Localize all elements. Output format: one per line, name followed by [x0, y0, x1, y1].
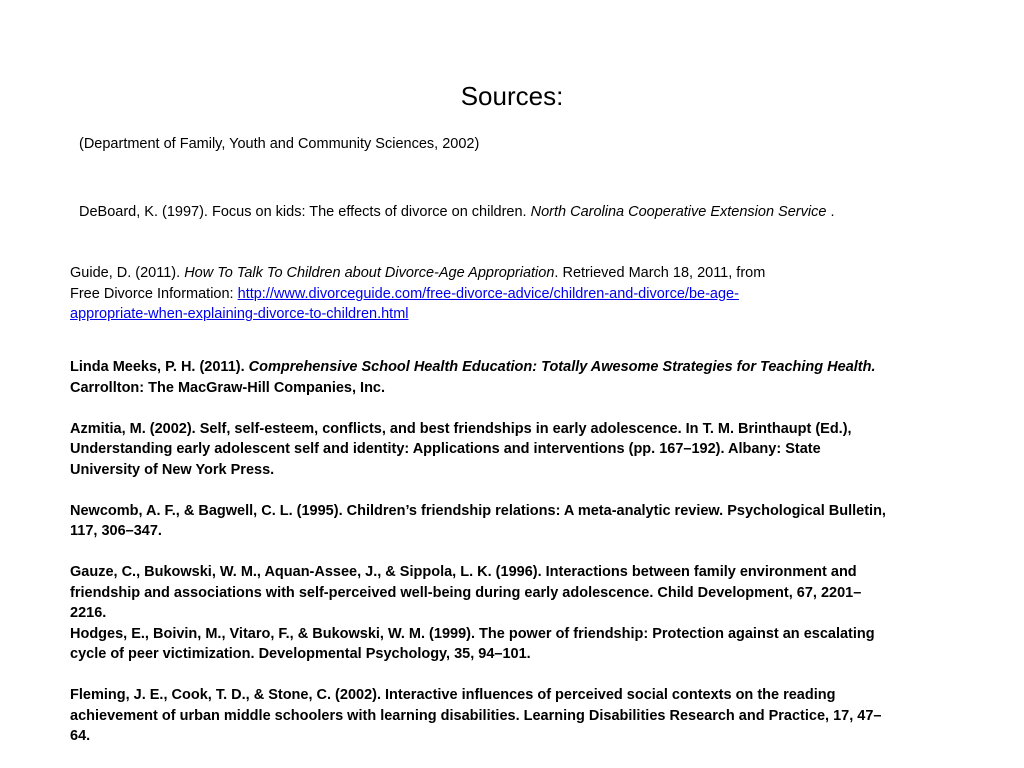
- reference-text: DeBoard, K. (1997). Focus on kids: The effects of divorce on children.: [79, 204, 531, 220]
- reference-hodges: [70, 624, 886, 665]
- reference-text: Free Divorce Information:: [70, 285, 238, 302]
- reference-line: 64.: [70, 728, 91, 744]
- reference-deboard: [79, 202, 834, 223]
- reference-gauze: [70, 562, 886, 624]
- spacer: [70, 665, 886, 686]
- reference-publication: Comprehensive School Health Education: Totally Awesome Strategies for Teaching Health.: [248, 359, 876, 375]
- reference-line: [70, 304, 765, 325]
- spacer: [70, 480, 886, 501]
- reference-line: Newcomb, A. F., & Bagwell, C. L. (1995). Children’s friendship relations: A meta-analytic review. Psychological Bulletin,: [70, 502, 886, 519]
- spacer: [70, 398, 886, 419]
- reference-line: Gauze, C., Bukowski, W. M., Aquan-Assee, J., & Sippola, L. K. (1996). Interactions between family environment and: [70, 564, 857, 580]
- reference-line: Understanding early adolescent self and identity: Applications and interventions (pp. 167–192). Albany: State: [70, 441, 821, 457]
- reference-text: . Retrieved March 18, 2011, from: [554, 265, 766, 281]
- reference-publication: How To Talk To Children about Divorce-Age Appropriation: [184, 265, 555, 281]
- reference-line: [70, 284, 765, 305]
- reference-link-continued[interactable]: appropriate-when-explaining-divorce-to-children.html: [70, 306, 409, 322]
- reference-line: Fleming, J. E., Cook, T. D., & Stone, C. (2002). Interactive influences of perceived social contexts on the reading: [70, 687, 836, 703]
- reference-guide: [70, 263, 765, 325]
- reference-link[interactable]: http://www.divorceguide.com/free-divorce-advice/children-and-divorce/be-age-: [237, 285, 739, 302]
- bold-references: [70, 357, 886, 747]
- reference-line: [70, 263, 765, 284]
- reference-fleming: [70, 685, 886, 747]
- reference-text: (Department of Family, Youth and Community Sciences, 2002): [79, 136, 480, 152]
- reference-text: Linda Meeks, P. H. (2011).: [70, 359, 249, 375]
- reference-line: 117, 306–347.: [70, 523, 162, 539]
- page-title: Sources:: [460, 81, 564, 111]
- reference-department: [79, 134, 479, 155]
- reference-line: Carrollton: The MacGraw-Hill Companies, Inc.: [70, 379, 386, 396]
- reference-newcomb: [70, 501, 886, 542]
- reference-line: Hodges, E., Boivin, M., Vitaro, F., & Bukowski, W. M. (1999). The power of friendship: Protection against an escalating: [70, 625, 875, 642]
- reference-line: 2216.: [70, 605, 107, 621]
- reference-line: [70, 357, 886, 378]
- reference-line: Azmitia, M. (2002). Self, self-esteem, conflicts, and best friendships in early adolescence. In T. M. Brinthaupt (Ed.),: [70, 420, 852, 437]
- reference-line: cycle of peer victimization. Developmental Psychology, 35, 94–101.: [70, 646, 531, 662]
- reference-text: Guide, D. (2011).: [70, 265, 185, 281]
- reference-line: friendship and associations with self-perceived well-being during early adolescence. Child Development, 67, 2201–: [70, 584, 862, 601]
- reference-meeks: [70, 357, 886, 398]
- reference-azmitia: [70, 419, 886, 481]
- reference-text: .: [826, 204, 835, 220]
- reference-line: achievement of urban middle schoolers with learning disabilities. Learning Disabilities Research and Practice, 17, 47–: [70, 707, 882, 724]
- reference-publication: North Carolina Cooperative Extension Service: [530, 204, 827, 220]
- spacer: [70, 542, 886, 563]
- reference-line: University of New York Press.: [70, 461, 275, 478]
